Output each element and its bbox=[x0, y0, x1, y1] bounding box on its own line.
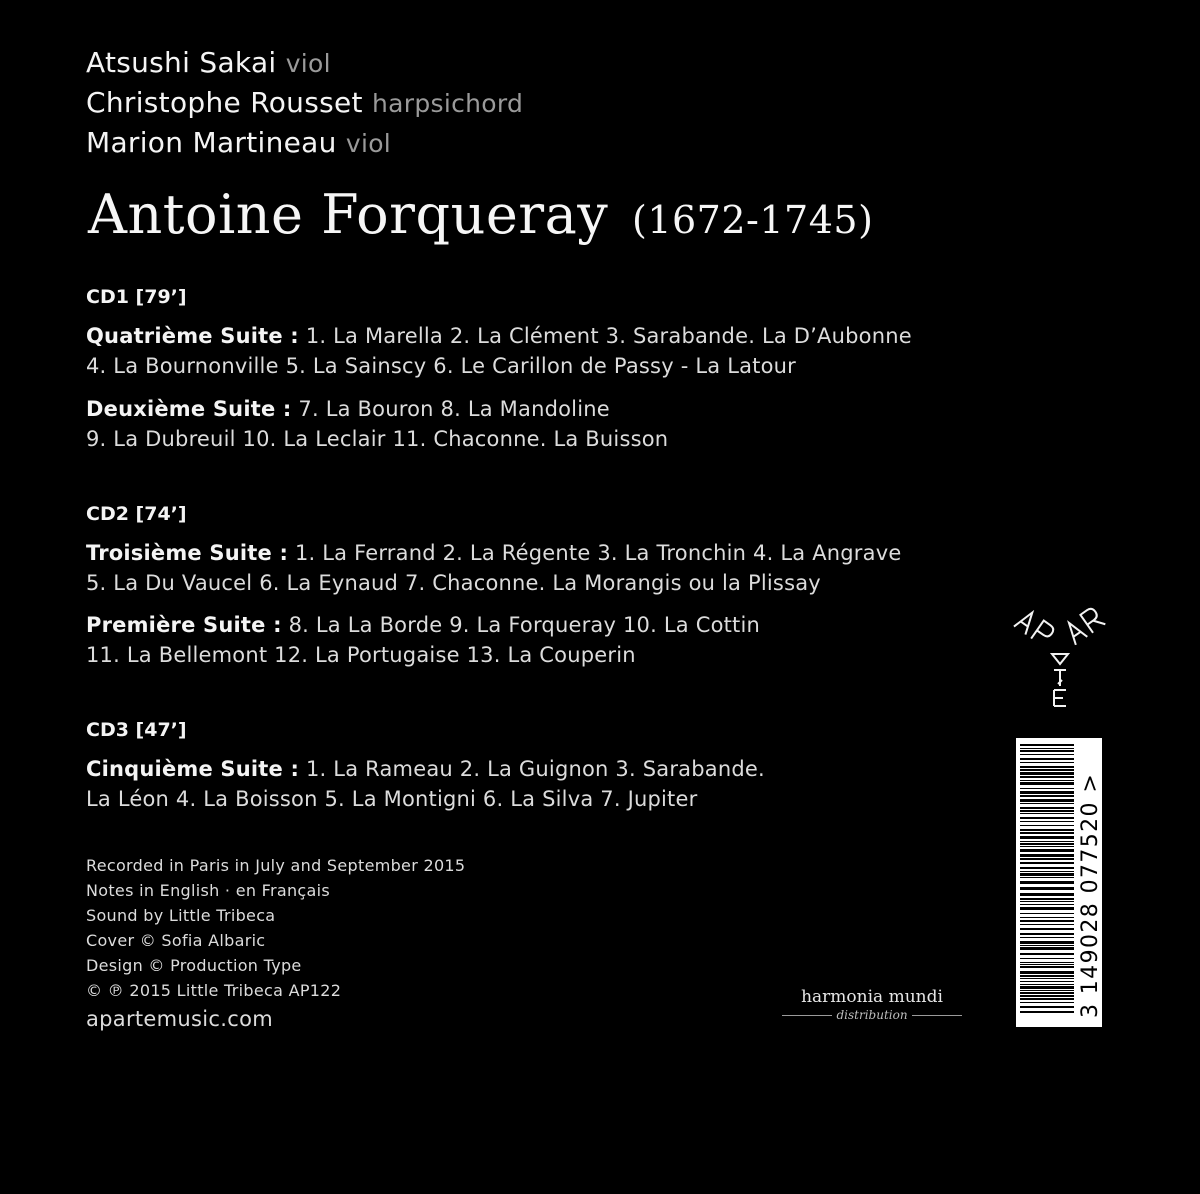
performer-name: Atsushi Sakai bbox=[86, 46, 277, 79]
track-list: 1. La Marella 2. La Clément 3. Sarabande. La D’Aubonne bbox=[305, 324, 912, 348]
cd2-suite1-line1 bbox=[86, 541, 901, 565]
credit-notes: Notes in English · en Français bbox=[86, 881, 331, 900]
barcode-digits: 3 149028 077520 > bbox=[1078, 772, 1103, 1018]
credit-copyright: © ℗ 2015 Little Tribeca AP122 bbox=[86, 981, 342, 1000]
distributor-name: harmonia mundi bbox=[801, 987, 943, 1007]
credit-cover: Cover © Sofia Albaric bbox=[86, 931, 266, 950]
aparte-logo-icon bbox=[1002, 600, 1118, 712]
credit-sound: Sound by Little Tribeca bbox=[86, 906, 276, 925]
cd3-heading: CD3 [47’] bbox=[86, 719, 187, 741]
performer-name: Marion Martineau bbox=[86, 126, 337, 159]
performer-2 bbox=[86, 86, 523, 119]
track-list: 1. La Rameau 2. La Guignon 3. Sarabande. bbox=[305, 757, 765, 781]
website-link[interactable]: apartemusic.com bbox=[86, 1007, 273, 1031]
performer-instrument: harpsichord bbox=[372, 89, 524, 118]
cd2-suite1-line2: 5. La Du Vaucel 6. La Eynaud 7. Chaconne. La Morangis ou la Plissay bbox=[86, 571, 821, 595]
credit-design: Design © Production Type bbox=[86, 956, 302, 975]
cd1-suite1-line1 bbox=[86, 324, 912, 348]
composer-title bbox=[88, 183, 873, 246]
suite-title: Première Suite : bbox=[86, 613, 282, 637]
suite-title: Quatrième Suite : bbox=[86, 324, 299, 348]
cd3-suite1-line2: La Léon 4. La Boisson 5. La Montigni 6. La Silva 7. Jupiter bbox=[86, 787, 698, 811]
cd2-heading: CD2 [74’] bbox=[86, 503, 187, 525]
performer-instrument: viol bbox=[285, 49, 331, 78]
distributor-logo bbox=[782, 987, 962, 1022]
cd1-suite2-line2: 9. La Dubreuil 10. La Leclair 11. Chaconne. La Buisson bbox=[86, 427, 669, 451]
rule-right bbox=[912, 1015, 962, 1016]
rule-left bbox=[782, 1015, 832, 1016]
cd1-heading: CD1 [79’] bbox=[86, 286, 187, 308]
cd1-suite1-line2: 4. La Bournonville 5. La Sainscy 6. Le Carillon de Passy - La Latour bbox=[86, 354, 796, 378]
cd1-suite2-line1 bbox=[86, 397, 610, 421]
distributor-subtitle: distribution bbox=[836, 1008, 908, 1022]
cd2-suite2-line2: 11. La Bellemont 12. La Portugaise 13. La Couperin bbox=[86, 643, 636, 667]
distributor-rule bbox=[782, 1008, 962, 1022]
credit-recorded: Recorded in Paris in July and September 2015 bbox=[86, 856, 466, 875]
performer-name: Christophe Rousset bbox=[86, 86, 363, 119]
suite-title: Deuxième Suite : bbox=[86, 397, 292, 421]
performer-1 bbox=[86, 46, 331, 79]
performer-3 bbox=[86, 126, 391, 159]
track-list: 7. La Bouron 8. La Mandoline bbox=[298, 397, 610, 421]
cd2-suite2-line1 bbox=[86, 613, 760, 637]
cd3-suite1-line1 bbox=[86, 757, 765, 781]
barcode bbox=[1016, 738, 1102, 1027]
track-list: 1. La Ferrand 2. La Régente 3. La Tronchin 4. La Angrave bbox=[294, 541, 902, 565]
composer-name: Antoine Forqueray bbox=[88, 183, 609, 246]
suite-title: Cinquième Suite : bbox=[86, 757, 300, 781]
track-list: 8. La La Borde 9. La Forqueray 10. La Cottin bbox=[288, 613, 761, 637]
composer-dates: (1672-1745) bbox=[632, 198, 874, 242]
suite-title: Troisième Suite : bbox=[86, 541, 289, 565]
performer-instrument: viol bbox=[345, 129, 392, 158]
